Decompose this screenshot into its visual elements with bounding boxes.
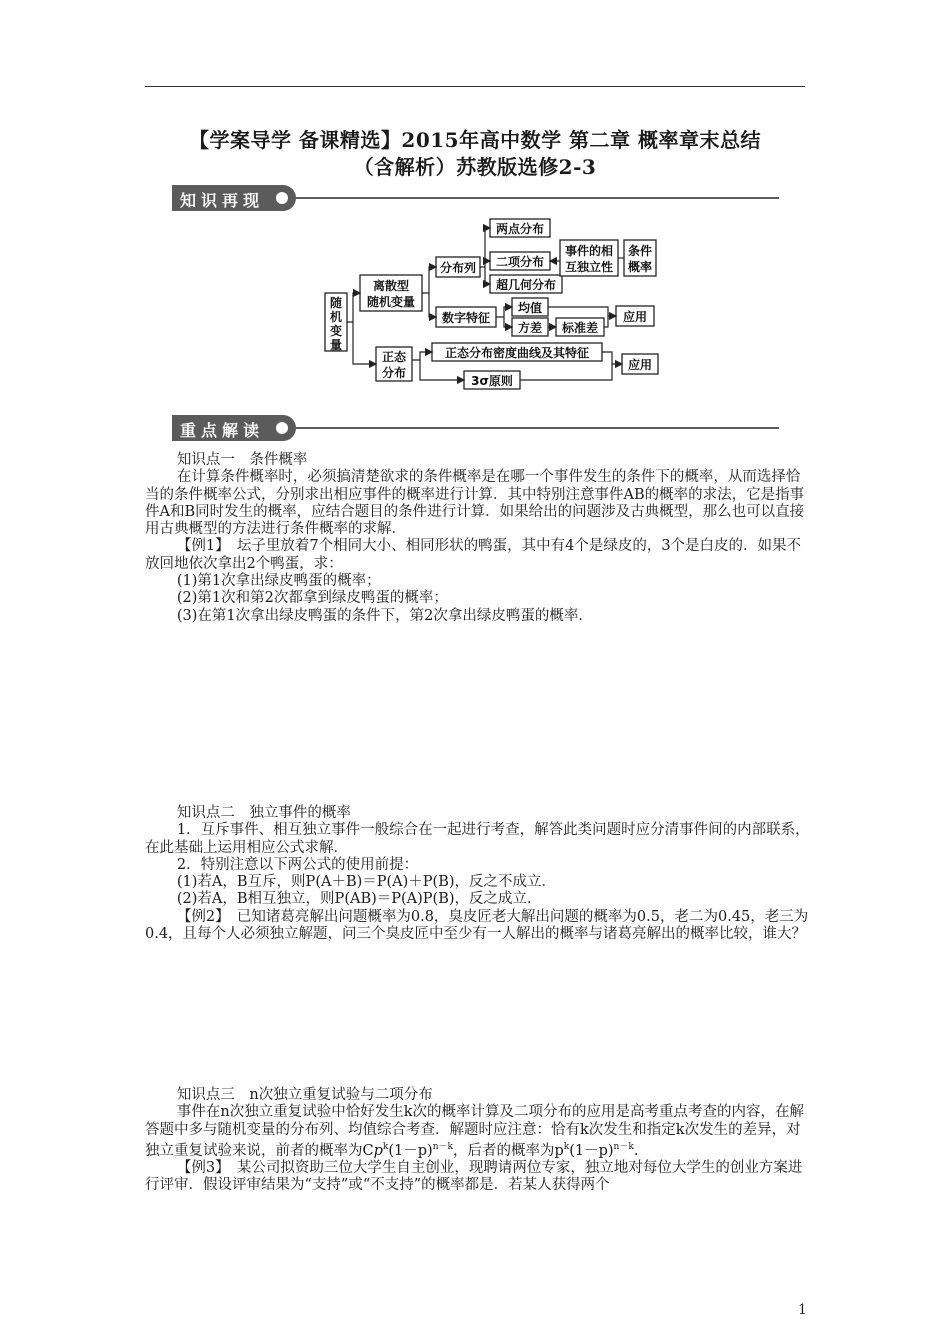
application-label-2: 应用	[627, 358, 653, 372]
section-1-heading: 知识点一 条件概率	[176, 452, 308, 468]
para-text-g: k	[563, 1141, 570, 1152]
section-3-heading: 知识点三 n次独立重复试验与二项分布	[176, 1087, 433, 1103]
banner-label: 重点解读	[180, 421, 265, 440]
formula-2: (2)若A，B相互独立，则P(AB)＝P(A)P(B)，反之成立．	[176, 891, 542, 908]
section-2-item-2: 2．特别注意以下两公式的使用前提：	[176, 856, 419, 873]
page-number: 1	[798, 1302, 807, 1318]
section-1-paragraph: 在计算条件概率时，必须搞清楚欲求的条件概率是在哪一个事件发生的条件下的概率，从而选择恰当的条件概率公式，分别求出相应事件的概率进行计算．其中特别注意事件AB的概率的求法，它是指事件A和B同时发生的概率，应结合题目的条件进行计算．如果给出的问题涉及古典概型，那么也可以直接用古典概型的方法进行条件概率的求解．	[145, 469, 805, 538]
banner-knowledge	[172, 185, 779, 211]
para-text-c: k	[382, 1141, 389, 1152]
normal-line-1: 正态	[381, 350, 407, 364]
section-2-heading: 知识点二 独立事件的概率	[176, 805, 351, 821]
example-1: 【例1】 坛子里放着7个相同大小、相同形状的鸭蛋，其中有4个是绿皮的，3个是白皮的．如果不放回地依次拿出2个鸭蛋，求：	[145, 538, 802, 572]
numeric-label: 数字特征	[441, 311, 491, 325]
root-char-2: 机	[329, 310, 343, 324]
conditional-line-1: 条件	[627, 244, 653, 258]
mean-label: 均值	[517, 301, 543, 315]
banner-focus	[172, 415, 779, 441]
independence-line-2: 互独立性	[564, 260, 614, 274]
section-2	[145, 805, 810, 943]
para-text-j: .	[633, 1142, 639, 1159]
para-text-i: n－k	[613, 1141, 634, 1152]
para-text-f: ，后者的概率为p	[452, 1142, 564, 1159]
para-text-d: (1－p)	[388, 1142, 433, 1159]
root-char-1: 随	[329, 296, 343, 310]
section-1	[145, 452, 810, 625]
variance-label: 方差	[517, 321, 543, 335]
application-label-1: 应用	[622, 310, 648, 324]
three-sigma-label: 3σ原则	[471, 374, 513, 388]
formula-1: (1)若A，B互斥，则P(A＋B)＝P(A)＋P(B)，反之不成立．	[176, 874, 557, 891]
root-char-3: 变	[329, 324, 343, 338]
example-3: 【例3】 某公司拟资助三位大学生自主创业，现聘请两位专家，独立地对每位大学生的创业方案进行评审．假设评审结果为“支持”或“不支持”的概率都是．若某人获得两个	[145, 1160, 803, 1194]
two-point-label: 两点分布	[495, 222, 545, 236]
root-char-4: 量	[329, 338, 343, 352]
discrete-line-2: 随机变量	[366, 295, 416, 309]
distribution-label: 分布列	[439, 261, 477, 275]
bullet-icon	[276, 422, 288, 434]
banner-rule	[296, 197, 779, 199]
para-text-b: p	[373, 1142, 383, 1159]
example-1-q3: (3)在第1次拿出绿皮鸭蛋的条件下，第2次拿出绿皮鸭蛋的概率．	[176, 607, 593, 624]
page-title-line2: （含解析）苏教版选修2-3	[353, 155, 597, 179]
hypergeometric-label: 超几何分布	[495, 278, 557, 292]
para-text-e: n－k	[432, 1141, 453, 1152]
bullet-icon	[276, 192, 288, 204]
independence-line-1: 事件的相	[564, 244, 614, 258]
section-2-item-1: 1．互斥事件、相互独立事件一般综合在一起进行考查，解答此类问题时应分清事件间的内部联系，在此基础上运用相应公式求解．	[145, 822, 810, 856]
page-title-line1: 【学案导学 备课精选】2015年高中数学 第二章 概率章末总结	[188, 128, 762, 152]
banner-label: 知识再现	[180, 191, 265, 210]
banner-rule	[296, 427, 779, 429]
normal-curve-label: 正态分布密度曲线及其特征	[444, 346, 590, 360]
section-3-paragraph	[145, 1104, 810, 1160]
example-2: 【例2】 已知诸葛亮解出问题概率为0.8，臭皮匠老大解出问题的概率为0.5，老二为0.45，老三为0.4，且每个人必须独立解题，问三个臭皮匠中至少有一人解出的概率与诸葛亮解出的概率比较，谁大？	[145, 908, 809, 943]
concept-map	[300, 215, 670, 395]
example-1-q1: (1)第1次拿出绿皮鸭蛋的概率；	[176, 573, 381, 590]
conditional-line-2: 概率	[627, 260, 653, 274]
stddev-label: 标准差	[561, 321, 599, 335]
top-rule	[145, 86, 805, 87]
example-1-q2: (2)第1次和第2次都拿到绿皮鸭蛋的概率；	[176, 590, 448, 607]
binomial-label: 二项分布	[495, 255, 545, 269]
normal-line-2: 分布	[381, 366, 407, 380]
para-text-h: (1－p)	[569, 1142, 614, 1159]
para-text-a: 事件在n次独立重复试验中恰好发生k次的概率计算及二项分布的应用是高考重点考查的内容，在解答题中多与随机变量的分布列、均值综合考查．解题时应注意：恰有k次发生和指定k次发生的差异，对独立重复试验来说，前者的概率为C	[145, 1104, 805, 1159]
section-3	[145, 1087, 810, 1195]
discrete-line-1: 离散型	[372, 279, 410, 293]
